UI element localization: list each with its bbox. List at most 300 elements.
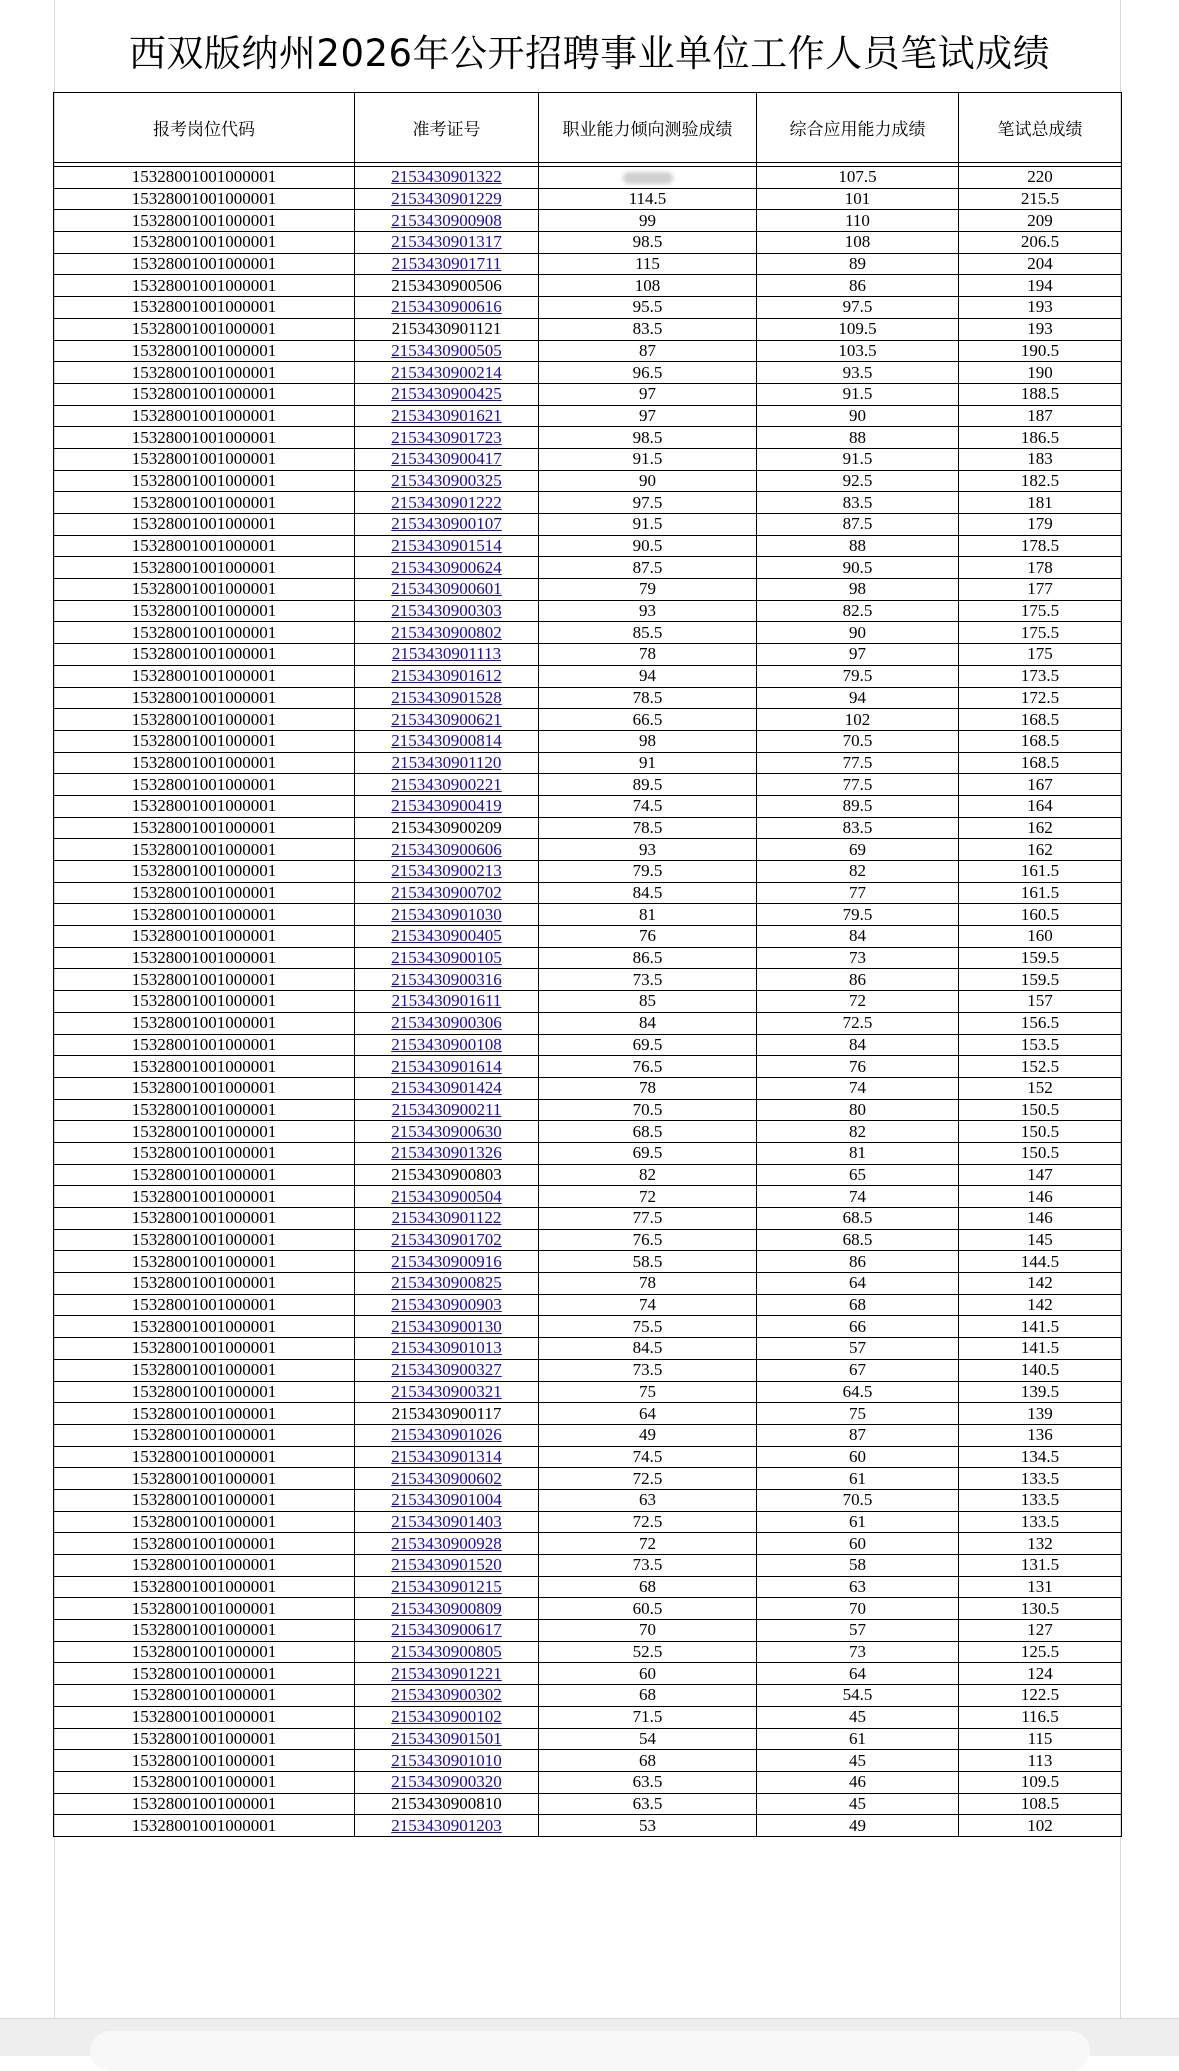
ticket-number-link[interactable]: 2153430901611 <box>391 991 502 1011</box>
cell-total-score: 152.5 <box>959 1056 1122 1078</box>
ticket-number-link[interactable]: 2153430900624 <box>391 557 502 577</box>
ticket-number-link[interactable]: 2153430900617 <box>391 1620 502 1640</box>
cell-post-code: 15328001001000001 <box>54 1294 355 1316</box>
ticket-number-link[interactable]: 2153430901621 <box>391 405 502 425</box>
ticket-number-link[interactable]: 2153430900621 <box>391 709 502 729</box>
ticket-number-link[interactable]: 2153430900805 <box>391 1642 502 1662</box>
cell-total-score: 168.5 <box>959 752 1122 774</box>
table-row <box>54 730 1122 752</box>
cell-applied-score: 77.5 <box>757 774 959 796</box>
cell-ticket-number <box>355 1576 539 1598</box>
ticket-number-link[interactable]: 2153430901702 <box>391 1230 502 1250</box>
cell-total-score: 215.5 <box>959 188 1122 210</box>
table-row <box>54 448 1122 470</box>
cell-post-code: 15328001001000001 <box>54 969 355 991</box>
cell-total-score: 150.5 <box>959 1121 1122 1143</box>
table-row <box>54 774 1122 796</box>
ticket-number-link[interactable]: 2153430900306 <box>391 1013 502 1033</box>
cell-applied-score: 57 <box>757 1338 959 1360</box>
cell-applied-score: 94 <box>757 687 959 709</box>
cell-total-score: 175.5 <box>959 622 1122 644</box>
cell-total-score: 152 <box>959 1077 1122 1099</box>
table-body <box>54 163 1122 1837</box>
ticket-number-link[interactable]: 2153430901010 <box>391 1750 502 1770</box>
cell-total-score: 193 <box>959 297 1122 319</box>
cell-aptitude-score: 72.5 <box>539 1468 757 1490</box>
ticket-number-link[interactable]: 2153430901030 <box>391 904 502 924</box>
table-row <box>54 1208 1122 1230</box>
cell-ticket-number <box>355 904 539 926</box>
cell-applied-score: 58 <box>757 1555 959 1577</box>
cell-aptitude-score: 86.5 <box>539 947 757 969</box>
cell-ticket-number <box>355 1468 539 1490</box>
cell-aptitude-score: 63.5 <box>539 1793 757 1815</box>
cell-post-code: 15328001001000001 <box>54 1359 355 1381</box>
cell-total-score: 102 <box>959 1815 1122 1837</box>
cell-total-score: 162 <box>959 839 1122 861</box>
cell-post-code: 15328001001000001 <box>54 1056 355 1078</box>
cell-ticket-number <box>355 492 539 514</box>
table-row <box>54 665 1122 687</box>
cell-aptitude-score: 54 <box>539 1728 757 1750</box>
cell-total-score: 204 <box>959 253 1122 275</box>
ticket-number-link[interactable]: 2153430900105 <box>391 948 502 968</box>
table-row <box>54 709 1122 731</box>
cell-aptitude-score: 75.5 <box>539 1316 757 1338</box>
ticket-number-link[interactable]: 2153430900108 <box>391 1034 502 1054</box>
cell-applied-score: 91.5 <box>757 383 959 405</box>
ticket-number-link[interactable]: 2153430900419 <box>391 796 502 816</box>
cell-ticket-number <box>355 557 539 579</box>
column-header-total-score: 笔试总成绩 <box>959 93 1122 163</box>
cell-aptitude-score: 85 <box>539 991 757 1013</box>
cell-aptitude-score: 98 <box>539 730 757 752</box>
cell-ticket-number <box>355 275 539 297</box>
cell-total-score: 175 <box>959 644 1122 666</box>
ticket-number-link[interactable]: 2153430901514 <box>391 536 502 556</box>
table-row <box>54 969 1122 991</box>
cell-total-score: 142 <box>959 1273 1122 1295</box>
table-row <box>54 1381 1122 1403</box>
ticket-number-link[interactable]: 2153430901403 <box>391 1511 502 1531</box>
ticket-number-link[interactable]: 2153430900908 <box>391 210 502 230</box>
cell-total-score: 190.5 <box>959 340 1122 362</box>
cell-ticket-number <box>355 297 539 319</box>
ticket-number-link[interactable]: 2153430901122 <box>391 1208 502 1228</box>
cell-aptitude-score: 74.5 <box>539 1446 757 1468</box>
ticket-number-link[interactable]: 2153430901612 <box>391 666 502 686</box>
cell-applied-score: 66 <box>757 1316 959 1338</box>
ticket-number-link[interactable]: 2153430901528 <box>391 687 502 707</box>
ticket-number-link[interactable]: 2153430901229 <box>391 189 502 209</box>
ticket-number-link[interactable]: 2153430900903 <box>391 1295 502 1315</box>
ticket-number-link[interactable]: 2153430901424 <box>391 1078 502 1098</box>
table-row <box>54 1685 1122 1707</box>
cell-applied-score: 45 <box>757 1706 959 1728</box>
ticket-number-link[interactable]: 2153430900916 <box>391 1251 502 1271</box>
cell-ticket-number <box>355 362 539 384</box>
ticket-number-text: 2153430901121 <box>391 319 502 339</box>
cell-aptitude-score: 81 <box>539 904 757 926</box>
table-row <box>54 1229 1122 1251</box>
cell-post-code: 15328001001000001 <box>54 1142 355 1164</box>
ticket-number-link[interactable]: 2153430900505 <box>391 340 502 360</box>
ticket-number-link[interactable]: 2153430900814 <box>391 731 502 751</box>
cell-post-code: 15328001001000001 <box>54 1728 355 1750</box>
ticket-number-link[interactable]: 2153430900325 <box>391 470 502 490</box>
cell-applied-score: 76 <box>757 1056 959 1078</box>
cell-ticket-number <box>355 1012 539 1034</box>
cell-post-code: 15328001001000001 <box>54 405 355 427</box>
cell-applied-score: 88 <box>757 427 959 449</box>
ticket-number-link[interactable]: 2153430900102 <box>391 1707 502 1727</box>
table-row <box>54 1750 1122 1772</box>
ticket-number-link[interactable]: 2153430901314 <box>391 1446 502 1466</box>
table-row <box>54 1403 1122 1425</box>
cell-aptitude-score: 68.5 <box>539 1121 757 1143</box>
cell-post-code: 15328001001000001 <box>54 1771 355 1793</box>
ticket-number-link[interactable]: 2153430900802 <box>391 622 502 642</box>
cell-total-score: 109.5 <box>959 1771 1122 1793</box>
ticket-number-link[interactable]: 2153430901013 <box>391 1338 502 1358</box>
ticket-number-link[interactable]: 2153430900321 <box>391 1381 502 1401</box>
cell-total-score: 156.5 <box>959 1012 1122 1034</box>
cell-applied-score: 64.5 <box>757 1381 959 1403</box>
cell-post-code: 15328001001000001 <box>54 1641 355 1663</box>
ticket-number-link[interactable]: 2153430900602 <box>391 1468 502 1488</box>
cell-aptitude-score: 89.5 <box>539 774 757 796</box>
ticket-number-link[interactable]: 2153430900606 <box>391 839 502 859</box>
cell-post-code: 15328001001000001 <box>54 665 355 687</box>
cell-aptitude-score: 73.5 <box>539 1359 757 1381</box>
cell-total-score: 146 <box>959 1186 1122 1208</box>
table-row <box>54 427 1122 449</box>
cell-aptitude-score: 83.5 <box>539 318 757 340</box>
cell-post-code: 15328001001000001 <box>54 600 355 622</box>
cell-applied-score: 45 <box>757 1793 959 1815</box>
column-header-aptitude-score: 职业能力倾向测验成绩 <box>539 93 757 163</box>
cell-total-score: 141.5 <box>959 1316 1122 1338</box>
cell-ticket-number <box>355 1815 539 1837</box>
cell-applied-score: 91.5 <box>757 448 959 470</box>
cell-post-code: 15328001001000001 <box>54 1446 355 1468</box>
cell-applied-score: 69 <box>757 839 959 861</box>
ticket-number-link[interactable]: 2153430901113 <box>391 644 502 664</box>
table-row <box>54 1533 1122 1555</box>
ticket-number-link[interactable]: 2153430900130 <box>391 1316 502 1336</box>
table-row <box>54 232 1122 254</box>
ticket-number-link[interactable]: 2153430900107 <box>391 514 502 534</box>
cell-ticket-number <box>355 1164 539 1186</box>
cell-post-code: 15328001001000001 <box>54 297 355 319</box>
cell-total-score: 113 <box>959 1750 1122 1772</box>
ticket-number-link[interactable]: 2153430900417 <box>391 449 502 469</box>
cell-ticket-number <box>355 1511 539 1533</box>
cell-total-score: 186.5 <box>959 427 1122 449</box>
ticket-number-link[interactable]: 2153430900425 <box>391 384 502 404</box>
cell-total-score: 177 <box>959 579 1122 601</box>
cell-post-code: 15328001001000001 <box>54 1251 355 1273</box>
table-row <box>54 1294 1122 1316</box>
cell-post-code: 15328001001000001 <box>54 188 355 210</box>
cell-total-score: 172.5 <box>959 687 1122 709</box>
cell-ticket-number <box>355 991 539 1013</box>
ticket-number-link[interactable]: 2153430901723 <box>391 427 502 447</box>
cell-total-score: 108.5 <box>959 1793 1122 1815</box>
cell-applied-score: 67 <box>757 1359 959 1381</box>
cell-applied-score: 108 <box>757 232 959 254</box>
cell-post-code: 15328001001000001 <box>54 1793 355 1815</box>
cell-ticket-number <box>355 188 539 210</box>
ticket-number-link[interactable]: 2153430901317 <box>391 232 502 252</box>
cell-aptitude-score: 63.5 <box>539 1771 757 1793</box>
cell-ticket-number <box>355 1728 539 1750</box>
ticket-number-link[interactable]: 2153430900303 <box>391 601 502 621</box>
cell-post-code: 15328001001000001 <box>54 1208 355 1230</box>
table-row <box>54 1424 1122 1446</box>
table-row <box>54 1012 1122 1034</box>
table-row <box>54 1056 1122 1078</box>
ticket-number-link[interactable]: 2153430900213 <box>391 861 502 881</box>
ticket-number-link[interactable]: 2153430900405 <box>391 926 502 946</box>
ticket-number-link[interactable]: 2153430901120 <box>391 752 502 772</box>
ticket-number-link[interactable]: 2153430901004 <box>391 1490 502 1510</box>
cell-applied-score: 90 <box>757 405 959 427</box>
table-row <box>54 1511 1122 1533</box>
cell-aptitude-score: 75 <box>539 1381 757 1403</box>
cell-aptitude-score: 63 <box>539 1489 757 1511</box>
cell-aptitude-score: 84.5 <box>539 882 757 904</box>
cell-aptitude-score: 76.5 <box>539 1229 757 1251</box>
table-row <box>54 1338 1122 1360</box>
cell-ticket-number <box>355 644 539 666</box>
table-row <box>54 947 1122 969</box>
cell-applied-score: 83.5 <box>757 492 959 514</box>
cell-aptitude-score: 74.5 <box>539 795 757 817</box>
cell-post-code: 15328001001000001 <box>54 492 355 514</box>
ticket-number-link[interactable]: 2153430900302 <box>391 1685 502 1705</box>
cell-applied-score: 70.5 <box>757 730 959 752</box>
cell-total-score: 139 <box>959 1403 1122 1425</box>
cell-total-score: 124 <box>959 1663 1122 1685</box>
cell-post-code: 15328001001000001 <box>54 882 355 904</box>
table-row <box>54 362 1122 384</box>
cell-applied-score: 77 <box>757 882 959 904</box>
cell-aptitude-score: 79.5 <box>539 861 757 883</box>
cell-total-score: 142 <box>959 1294 1122 1316</box>
cell-ticket-number <box>355 665 539 687</box>
cell-total-score: 168.5 <box>959 709 1122 731</box>
ticket-number-link[interactable]: 2153430901520 <box>391 1555 502 1575</box>
cell-applied-score: 84 <box>757 1034 959 1056</box>
cell-total-score: 159.5 <box>959 947 1122 969</box>
table-row <box>54 535 1122 557</box>
cell-ticket-number <box>355 947 539 969</box>
cell-post-code: 15328001001000001 <box>54 448 355 470</box>
cell-ticket-number <box>355 318 539 340</box>
cell-applied-score: 109.5 <box>757 318 959 340</box>
cell-total-score: 182.5 <box>959 470 1122 492</box>
cell-ticket-number <box>355 210 539 232</box>
cell-applied-score: 82 <box>757 1121 959 1143</box>
cell-aptitude-score: 90 <box>539 470 757 492</box>
ticket-number-link[interactable]: 2153430901711 <box>391 254 502 274</box>
cell-aptitude-score: 74 <box>539 1294 757 1316</box>
cell-total-score: 162 <box>959 817 1122 839</box>
table-header <box>54 93 1122 163</box>
ticket-number-link[interactable]: 2153430900211 <box>391 1099 502 1119</box>
ticket-number-link[interactable]: 2153430900702 <box>391 883 502 903</box>
ticket-number-link[interactable]: 2153430901215 <box>391 1577 502 1597</box>
cell-total-score: 160.5 <box>959 904 1122 926</box>
cell-post-code: 15328001001000001 <box>54 622 355 644</box>
ticket-number-text: 2153430900810 <box>391 1793 502 1813</box>
cell-ticket-number <box>355 1099 539 1121</box>
cell-applied-score: 68.5 <box>757 1208 959 1230</box>
ticket-number-link[interactable]: 2153430901326 <box>391 1143 502 1163</box>
cell-ticket-number <box>355 1294 539 1316</box>
ticket-number-link[interactable]: 2153430900928 <box>391 1533 502 1553</box>
cell-applied-score: 90 <box>757 622 959 644</box>
cell-ticket-number <box>355 882 539 904</box>
cell-aptitude-score: 53 <box>539 1815 757 1837</box>
ticket-number-link[interactable]: 2153430900221 <box>391 774 502 794</box>
cell-aptitude-score: 69.5 <box>539 1034 757 1056</box>
table-row <box>54 1663 1122 1685</box>
cell-aptitude-score: 95.5 <box>539 297 757 319</box>
table-row <box>54 167 1122 189</box>
cell-post-code: 15328001001000001 <box>54 514 355 536</box>
cell-applied-score: 86 <box>757 1251 959 1273</box>
cell-post-code: 15328001001000001 <box>54 1338 355 1360</box>
cell-post-code: 15328001001000001 <box>54 1533 355 1555</box>
cell-post-code: 15328001001000001 <box>54 1663 355 1685</box>
cell-aptitude-score: 68 <box>539 1685 757 1707</box>
table-row <box>54 1034 1122 1056</box>
cell-applied-score: 93.5 <box>757 362 959 384</box>
table-row <box>54 1620 1122 1642</box>
cell-applied-score: 86 <box>757 969 959 991</box>
ticket-number-link[interactable]: 2153430901221 <box>391 1663 502 1683</box>
cell-applied-score: 101 <box>757 188 959 210</box>
cell-aptitude-score: 98.5 <box>539 427 757 449</box>
table-row <box>54 600 1122 622</box>
cell-applied-score: 89 <box>757 253 959 275</box>
table-row <box>54 687 1122 709</box>
table-row <box>54 275 1122 297</box>
table-row <box>54 1099 1122 1121</box>
ticket-number-link[interactable]: 2153430900214 <box>391 362 502 382</box>
cell-ticket-number <box>355 1034 539 1056</box>
cell-post-code: 15328001001000001 <box>54 774 355 796</box>
cell-aptitude-score: 72.5 <box>539 1511 757 1533</box>
cell-post-code: 15328001001000001 <box>54 1012 355 1034</box>
cell-aptitude-score: 78 <box>539 1077 757 1099</box>
cell-ticket-number <box>355 253 539 275</box>
table-row <box>54 752 1122 774</box>
cell-ticket-number <box>355 1208 539 1230</box>
cell-aptitude-score: 98.5 <box>539 232 757 254</box>
ticket-number-link[interactable]: 2153430900825 <box>391 1273 502 1293</box>
table-row <box>54 1728 1122 1750</box>
ticket-number-link[interactable]: 2153430900630 <box>391 1121 502 1141</box>
cell-ticket-number <box>355 1750 539 1772</box>
cell-applied-score: 45 <box>757 1750 959 1772</box>
cell-applied-score: 97.5 <box>757 297 959 319</box>
cell-post-code: 15328001001000001 <box>54 1273 355 1295</box>
cell-post-code: 15328001001000001 <box>54 470 355 492</box>
cell-applied-score: 61 <box>757 1511 959 1533</box>
ticket-number-link[interactable]: 2153430901203 <box>391 1815 502 1835</box>
cell-aptitude-score: 69.5 <box>539 1142 757 1164</box>
ticket-number-link[interactable]: 2153430901222 <box>391 492 502 512</box>
cell-total-score: 115 <box>959 1728 1122 1750</box>
cell-aptitude-score: 97 <box>539 405 757 427</box>
cell-aptitude-score: 91 <box>539 752 757 774</box>
cell-aptitude-score: 87 <box>539 340 757 362</box>
cell-post-code: 15328001001000001 <box>54 340 355 362</box>
ticket-number-link[interactable]: 2153430901501 <box>391 1728 502 1748</box>
table-row <box>54 622 1122 644</box>
ticket-number-link[interactable]: 2153430900320 <box>391 1772 502 1792</box>
cell-ticket-number <box>355 600 539 622</box>
cell-aptitude-score: 91.5 <box>539 448 757 470</box>
cell-applied-score: 63 <box>757 1576 959 1598</box>
ticket-number-link[interactable]: 2153430900601 <box>391 579 502 599</box>
table-row <box>54 882 1122 904</box>
cell-ticket-number <box>355 405 539 427</box>
table-row <box>54 1316 1122 1338</box>
table-row <box>54 839 1122 861</box>
cell-applied-score: 88 <box>757 535 959 557</box>
ticket-number-link[interactable]: 2153430901322 <box>391 167 502 187</box>
cell-applied-score: 82.5 <box>757 600 959 622</box>
column-header-post-code: 报考岗位代码 <box>54 93 355 163</box>
ticket-number-link[interactable]: 2153430900504 <box>391 1186 502 1206</box>
ticket-number-link[interactable]: 2153430901614 <box>391 1056 502 1076</box>
cell-ticket-number <box>355 1359 539 1381</box>
cell-post-code: 15328001001000001 <box>54 991 355 1013</box>
cell-aptitude-score: 49 <box>539 1424 757 1446</box>
cell-aptitude-score: 73.5 <box>539 1555 757 1577</box>
ticket-number-link[interactable]: 2153430901026 <box>391 1425 502 1445</box>
table-row <box>54 1121 1122 1143</box>
cell-ticket-number <box>355 1424 539 1446</box>
ticket-number-link[interactable]: 2153430900327 <box>391 1360 502 1380</box>
cell-ticket-number <box>355 1056 539 1078</box>
ticket-number-link[interactable]: 2153430900809 <box>391 1598 502 1618</box>
cell-applied-score: 80 <box>757 1099 959 1121</box>
bottom-address-pill[interactable] <box>90 2031 1090 2071</box>
cell-ticket-number <box>355 167 539 189</box>
ticket-number-link[interactable]: 2153430900316 <box>391 969 502 989</box>
table-row <box>54 470 1122 492</box>
table-row <box>54 253 1122 275</box>
ticket-number-link[interactable]: 2153430900616 <box>391 297 502 317</box>
table-row <box>54 991 1122 1013</box>
cell-post-code: 15328001001000001 <box>54 1598 355 1620</box>
cell-total-score: 141.5 <box>959 1338 1122 1360</box>
cell-aptitude-score: 78 <box>539 1273 757 1295</box>
cell-applied-score: 77.5 <box>757 752 959 774</box>
table-row <box>54 1164 1122 1186</box>
cell-aptitude-score: 58.5 <box>539 1251 757 1273</box>
table-row <box>54 210 1122 232</box>
cell-total-score: 178.5 <box>959 535 1122 557</box>
cell-applied-score: 54.5 <box>757 1685 959 1707</box>
cell-applied-score: 97 <box>757 644 959 666</box>
cell-ticket-number <box>355 817 539 839</box>
